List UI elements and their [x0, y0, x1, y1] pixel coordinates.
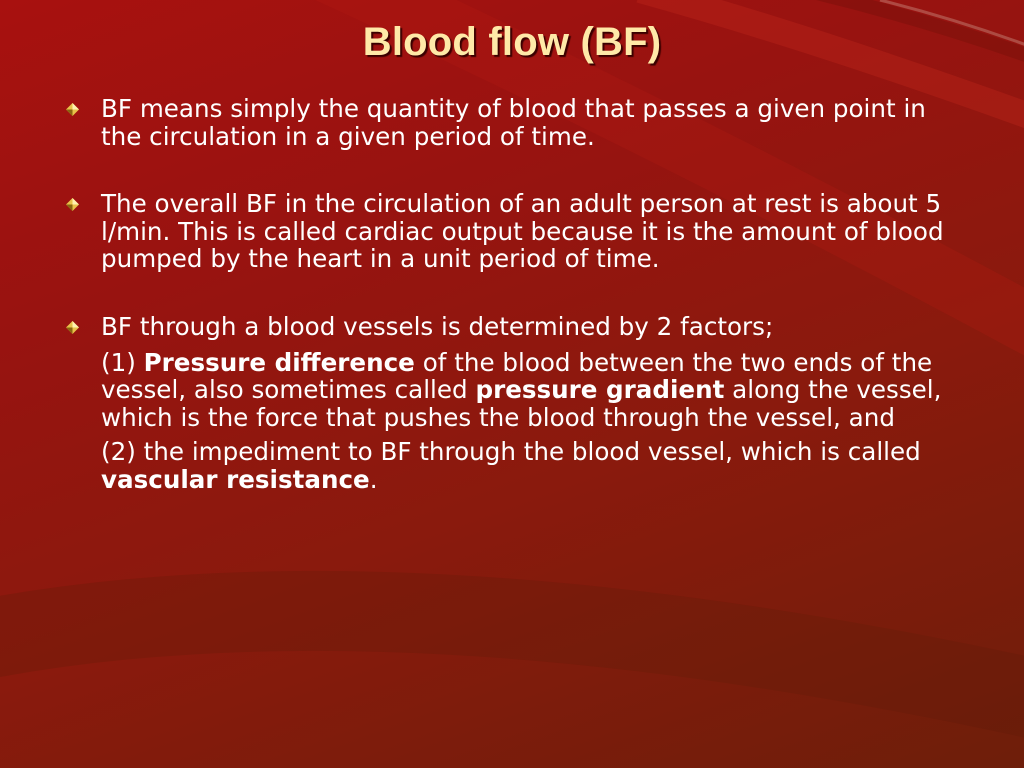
bullet-item [66, 190, 971, 273]
factor-pressure-difference [101, 349, 971, 432]
factor-prefix: (1) [101, 347, 144, 377]
term-pressure-gradient: pressure gradient [475, 375, 725, 405]
factor-vascular-resistance [101, 438, 971, 493]
bullet-text: The overall BF in the circulation of an adult person at rest is about 5 l/min. This is called cardiac output because it is the amount of blood pumped by the heart in a unit period of time. [101, 189, 944, 274]
slide-title: Blood flow (BF) [362, 20, 662, 64]
term-vascular-resistance: vascular resistance [101, 464, 370, 494]
diamond-bullet-icon [66, 321, 79, 334]
bullet-item [66, 313, 971, 494]
factor-text: along the vessel, which is the force that pushes the blood through the vessel, and [101, 375, 942, 432]
factor-prefix: (2) the impediment to BF through the blood vessel, which is called [101, 437, 921, 467]
term-pressure-difference: Pressure difference [143, 347, 415, 377]
bullet-item [66, 95, 971, 150]
factor-text: of the blood between the two ends of the vessel, also sometimes called [101, 347, 933, 405]
bullet-text: BF means simply the quantity of blood that passes a given point in the circulation in a given period of time. [101, 94, 926, 151]
slide-body [66, 95, 971, 494]
diamond-bullet-icon [66, 103, 79, 116]
bullet-text: BF through a blood vessels is determined by 2 factors; [101, 311, 774, 341]
diamond-bullet-icon [66, 198, 79, 211]
factor-text: . [369, 464, 378, 494]
